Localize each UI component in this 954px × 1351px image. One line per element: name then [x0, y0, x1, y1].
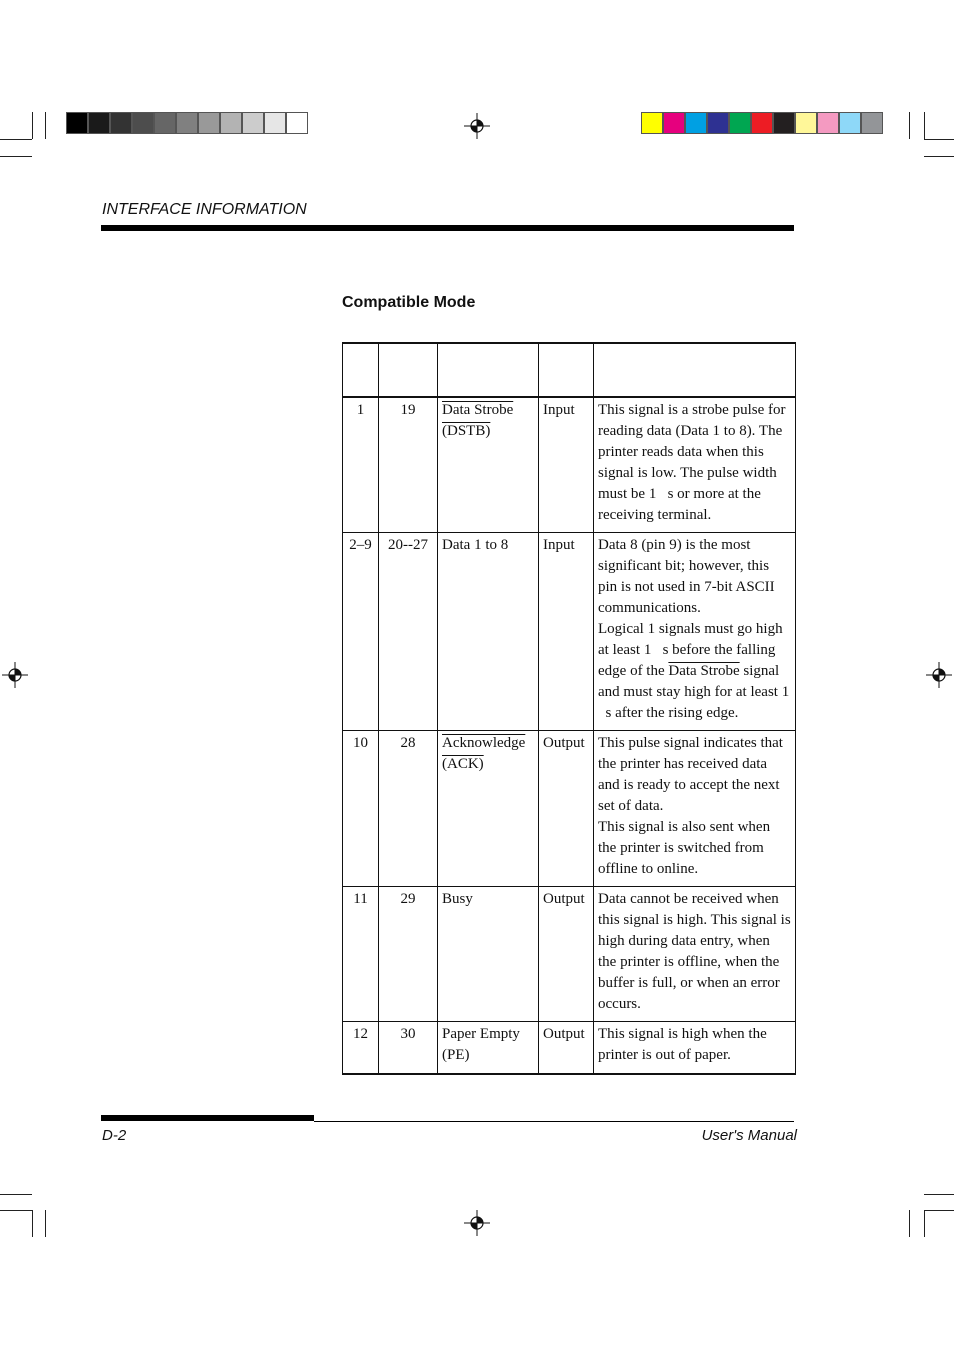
color-swatch — [198, 112, 220, 134]
description-text: signal and must stay high for at least 1 s after the rising edge. — [598, 663, 790, 721]
crop-mark — [0, 1210, 32, 1211]
return-pin-cell: 20--27 — [379, 533, 438, 731]
header-cell — [438, 343, 539, 397]
description-cell — [594, 533, 796, 731]
color-swatch — [663, 112, 685, 134]
color-swatch — [242, 112, 264, 134]
color-swatch — [707, 112, 729, 134]
color-swatch — [795, 112, 817, 134]
table-row — [343, 1022, 796, 1074]
signal-table — [342, 342, 796, 1075]
signal-abbrev: (ACK) — [442, 756, 484, 772]
signal-name: Acknowledge — [442, 735, 526, 751]
signal-name-cell — [438, 397, 539, 533]
io-cell: Output — [539, 1022, 594, 1074]
crop-mark — [45, 1210, 46, 1237]
table-row — [343, 397, 796, 533]
color-swatch — [861, 112, 883, 134]
description-cell: This signal is high when the printer is out of paper. — [594, 1022, 796, 1074]
signal-name: Data Strobe — [442, 402, 514, 418]
signal-name-cell — [438, 1022, 539, 1074]
color-swatch — [110, 112, 132, 134]
color-swatch — [751, 112, 773, 134]
crop-mark — [909, 112, 910, 139]
pin-number-cell: 12 — [343, 1022, 379, 1074]
signal-abbrev: (PE) — [442, 1047, 470, 1063]
signal-name-cell — [438, 533, 539, 731]
header-cell — [343, 343, 379, 397]
color-swatch — [685, 112, 707, 134]
crop-mark — [924, 139, 954, 140]
table-row — [343, 887, 796, 1022]
color-swatch — [773, 112, 795, 134]
signal-name: Data 1 to 8 — [442, 537, 509, 553]
table-row — [343, 731, 796, 887]
return-pin-cell: 28 — [379, 731, 438, 887]
manual-title: User's Manual — [701, 1127, 797, 1144]
color-swatch — [66, 112, 88, 134]
description-cell — [594, 731, 796, 887]
color-swatch — [88, 112, 110, 134]
description-paragraph: This pulse signal indicates that the printer has received data and is ready to accept the next set of data. — [598, 735, 783, 814]
color-swatch — [176, 112, 198, 134]
color-swatch — [286, 112, 308, 134]
registration-mark-icon — [464, 1210, 490, 1236]
description-paragraph: This signal is also sent when the printer is switched from offline to online. — [598, 819, 771, 877]
crop-mark — [0, 156, 32, 157]
io-cell: Input — [539, 397, 594, 533]
process-color-bar — [641, 112, 883, 134]
color-swatch — [729, 112, 751, 134]
section-title: Compatible Mode — [342, 294, 476, 311]
color-swatch — [264, 112, 286, 134]
header-rule — [101, 225, 794, 231]
description-cell: Data cannot be received when this signal is high. This signal is high during data entry, when the printer is offline, when the buffer is full, or when an error occurs. — [594, 887, 796, 1022]
crop-mark — [909, 1210, 910, 1237]
crop-mark — [924, 112, 925, 139]
description-text: Logical 1 signals must go high at least 1 s before the falling edge of the — [598, 621, 783, 679]
crop-mark — [0, 139, 32, 140]
description-signal-ref: Data Strobe — [668, 663, 740, 679]
footer-rule-thin — [314, 1121, 794, 1122]
color-swatch — [641, 112, 663, 134]
crop-mark — [32, 1210, 33, 1237]
crop-mark — [0, 1194, 32, 1195]
pin-number-cell: 11 — [343, 887, 379, 1022]
footer-rule-thick — [101, 1115, 314, 1121]
registration-mark-icon — [926, 662, 952, 688]
io-cell: Input — [539, 533, 594, 731]
header-cell — [594, 343, 796, 397]
crop-mark — [924, 1210, 954, 1211]
io-cell: Output — [539, 887, 594, 1022]
signal-name: Paper Empty — [442, 1026, 520, 1042]
color-swatch — [220, 112, 242, 134]
color-swatch — [839, 112, 861, 134]
signal-abbrev: (DSTB) — [442, 423, 491, 439]
table-row — [343, 533, 796, 731]
io-cell: Output — [539, 731, 594, 887]
color-swatch — [817, 112, 839, 134]
running-header: INTERFACE INFORMATION — [102, 201, 307, 218]
pin-number-cell: 2–9 — [343, 533, 379, 731]
signal-name-cell — [438, 887, 539, 1022]
color-swatch — [154, 112, 176, 134]
crop-mark — [924, 1210, 925, 1237]
crop-mark — [924, 1194, 954, 1195]
header-cell — [379, 343, 438, 397]
description-cell: This signal is a strobe pulse for reading data (Data 1 to 8). The printer reads data when this signal is low. The pulse width must be 1 s or more at the receiving terminal. — [594, 397, 796, 533]
crop-mark — [32, 112, 33, 139]
return-pin-cell: 30 — [379, 1022, 438, 1074]
signal-name: Busy — [442, 891, 473, 907]
registration-mark-icon — [2, 662, 28, 688]
crop-mark — [924, 156, 954, 157]
pin-number-cell: 10 — [343, 731, 379, 887]
crop-mark — [45, 112, 46, 139]
registration-mark-icon — [464, 113, 490, 139]
signal-name-cell — [438, 731, 539, 887]
pin-number-cell: 1 — [343, 397, 379, 533]
table-header-row — [343, 343, 796, 397]
description-paragraph: Data 8 (pin 9) is the most significant bit; however, this pin is not used in 7-bit ASCII communications. — [598, 537, 775, 616]
return-pin-cell: 19 — [379, 397, 438, 533]
return-pin-cell: 29 — [379, 887, 438, 1022]
color-swatch — [132, 112, 154, 134]
page-number: D-2 — [102, 1127, 127, 1144]
grayscale-color-bar — [66, 112, 308, 134]
header-cell — [539, 343, 594, 397]
